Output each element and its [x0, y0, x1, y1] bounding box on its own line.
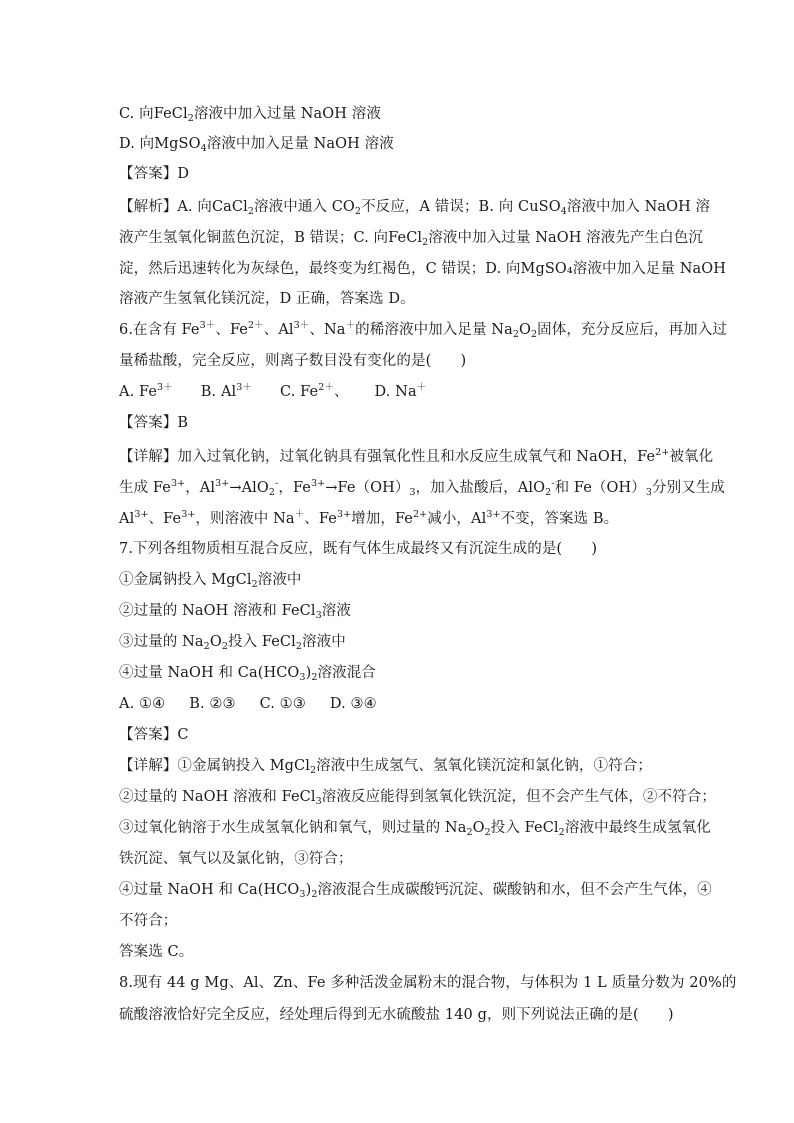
question-6-line-2: 量稀盐酸，完全反应，则离子数目没有变化的是( ) — [119, 353, 467, 369]
question-7-item-2: ②过量的 NaOH 溶液和 FeCl$_3$溶液 — [119, 603, 351, 621]
detail-6-line-3: $Al^{3+}$、$Fe^{3+}$，则溶液中 Na＋、$Fe^{3+}$增加，$Fe^{2+}$减小，$Al^{3+}$不变，答案选 B。 — [119, 509, 619, 527]
question-6-line-1: 6.在含有 $Fe^{3+}$、$Fe^{2+}$、$Al^{3+}$、Na＋的稀溶液中加入足量 $Na_2O_2$固体，充分反应后，再加入过 — [119, 320, 727, 340]
question-7-item-1: ①金属钠投入 MgCl$_2$溶液中 — [119, 572, 302, 590]
question-7-item-3: ③过量的 $Na_2O_2$投入 FeCl$_2$溶液中 — [119, 634, 346, 652]
detail-7-line-2: ②过量的 NaOH 溶液和 FeCl$_3$溶液反应能得到氢氧化铁沉淀，但不会产生气体，②不符合； — [119, 789, 716, 807]
detail-7-line-1: 【详解】①金属钠投入 MgCl$_2$溶液中生成氢气、氢氧化镁沉淀和氯化钠，①符合； — [119, 758, 652, 776]
answer-5: 【答案】D — [119, 166, 190, 182]
analysis-5-line-2: 液产生氢氧化铜蓝色沉淀，B 错误；C. 向FeCl$_2$溶液中加入过量 NaOH 溶液先产生白色沉 — [119, 230, 703, 248]
question-8-line-2: 硫酸溶液恰好完全反应，经处理后得到无水硫酸盐 140 g，则下列说法正确的是( ) — [119, 1007, 674, 1023]
answer-7: 【答案】C — [119, 727, 189, 743]
detail-7-line-3: ③过氧化钠溶于水生成氢氧化钠和氧气，则过量的 $Na_2O_2$投入 FeCl$_2$溶液中最终生成氢氧化 — [119, 820, 711, 838]
detail-7-line-4: 铁沉淀、氧气以及氯化钠，③符合； — [119, 851, 353, 867]
answer-6: 【答案】B — [119, 415, 189, 431]
detail-6-line-2: 生成 $Fe^{3+}$，$Al^{3+}\to AlO_2^-$，$Fe^{3+}\to Fe(OH)_3$，加入盐酸后，AlO$_2$-和 $Fe(OH)_3$分别又生成 — [119, 478, 726, 498]
detail-7-conclusion: 答案选 C。 — [119, 944, 194, 960]
analysis-5-line-3: 淀，然后迅速转化为灰绿色，最终变为红褐色，C 错误；D. 向MgSO₄溶液中加入足量 NaOH — [119, 261, 726, 277]
detail-7-line-6: 不符合； — [119, 913, 178, 929]
option-c: C. 向FeCl$_2$溶液中加入过量 NaOH 溶液 — [119, 106, 381, 124]
question-6-options: A. $Fe^{3+}$ B. $Al^{3+}$ C. $Fe^{2+}$、 D. Na＋ — [119, 382, 427, 400]
question-8-line-1: 8.现有 44 g Mg、Al、Zn、Fe 多种活泼金属粉末的混合物，与体积为 1 L 质量分数为 20%的 — [119, 975, 737, 991]
question-7-item-4: ④过量 NaOH 和 $Ca(HCO_3)_2$溶液混合 — [119, 665, 376, 683]
analysis-5-line-1: 【解析】A. 向CaCl$_2$溶液中通入 $CO_2$不反应，A 错误；B. 向 CuSO$_4$溶液中加入 NaOH 溶 — [119, 199, 711, 217]
analysis-5-line-4: 溶液产生氢氧化镁沉淀，D 正确，答案选 D。 — [119, 291, 415, 307]
question-7: 7.下列各组物质相互混合反应，既有气体生成最终又有沉淀生成的是( ) — [119, 541, 598, 557]
option-d: D. 向MgSO$_4$溶液中加入足量 NaOH 溶液 — [119, 136, 394, 154]
detail-6-line-1: 【详解】加入过氧化钠，过氧化钠具有强氧化性且和水反应生成氧气和 NaOH，$Fe^{2+}$被氧化 — [119, 447, 714, 465]
detail-7-line-5: ④过量 NaOH 和 $Ca(HCO_3)_2$溶液混合生成碳酸钙沉淀、碳酸钠和水，但不会产生气体，④ — [119, 882, 712, 900]
question-7-options: A. ①④ B. ②③ C. ①③ D. ③④ — [119, 696, 377, 712]
